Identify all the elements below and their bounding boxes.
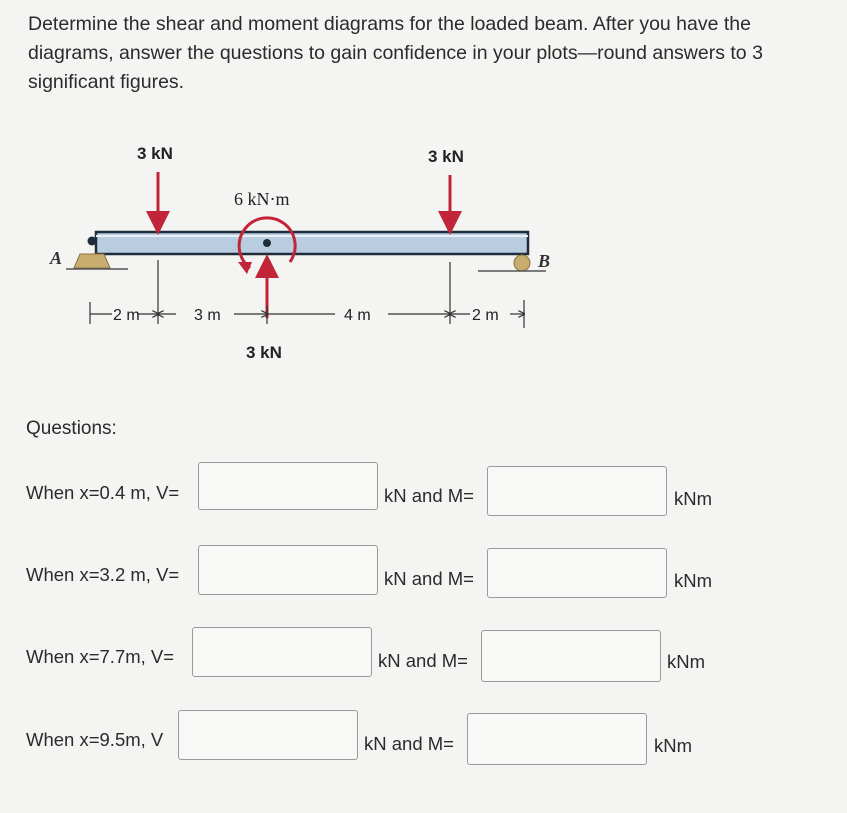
question-4-prompt: When x=9.5m, V [26, 729, 164, 750]
question-2-unit: kNm [674, 570, 713, 591]
dim-label-2: 3 m [194, 307, 221, 324]
question-1-moment-input[interactable] [487, 466, 667, 516]
question-4-unit: kNm [654, 735, 693, 756]
question-1-shear-input[interactable] [198, 462, 378, 510]
problem-statement: Determine the shear and moment diagrams for the loaded beam. After you have the diagrams, answer the questions to gain confidence in your plots—round answers to 3 significant figures. [28, 13, 763, 93]
beam-diagram [0, 0, 847, 400]
question-2-moment-input[interactable] [487, 548, 667, 598]
moment-label: 6 kN·m [234, 189, 290, 209]
question-2-prompt: When x=3.2 m, V= [26, 564, 180, 585]
right-load-label: 3 kN [428, 147, 464, 166]
question-4-moment-input[interactable] [467, 713, 647, 765]
question-3-prompt: When x=7.7m, V= [26, 646, 175, 667]
support-a-label: A [50, 248, 63, 268]
question-2-shear-input[interactable] [198, 545, 378, 595]
roller-support-b [478, 255, 546, 271]
question-3-mid-label: kN and M= [378, 650, 468, 671]
question-4-shear-input[interactable] [178, 710, 358, 760]
upward-force-label: 3 kN [246, 343, 282, 362]
dim-label-3: 4 m [344, 307, 371, 324]
dim-label-4: 2 m [472, 307, 499, 324]
questions-heading: Questions: [26, 418, 117, 439]
support-b-label: B [538, 251, 551, 271]
question-1-prompt: When x=0.4 m, V= [26, 482, 180, 503]
question-3-unit: kNm [667, 651, 706, 672]
question-2-mid-label: kN and M= [384, 568, 474, 589]
question-3-shear-input[interactable] [192, 627, 372, 677]
question-1-mid-label: kN and M= [384, 485, 474, 506]
dim-label-1: 2 m [113, 307, 140, 324]
question-1-unit: kNm [674, 488, 713, 509]
question-3-moment-input[interactable] [481, 630, 661, 682]
question-4-mid-label: kN and M= [364, 733, 454, 754]
left-load-label: 3 kN [137, 144, 173, 163]
